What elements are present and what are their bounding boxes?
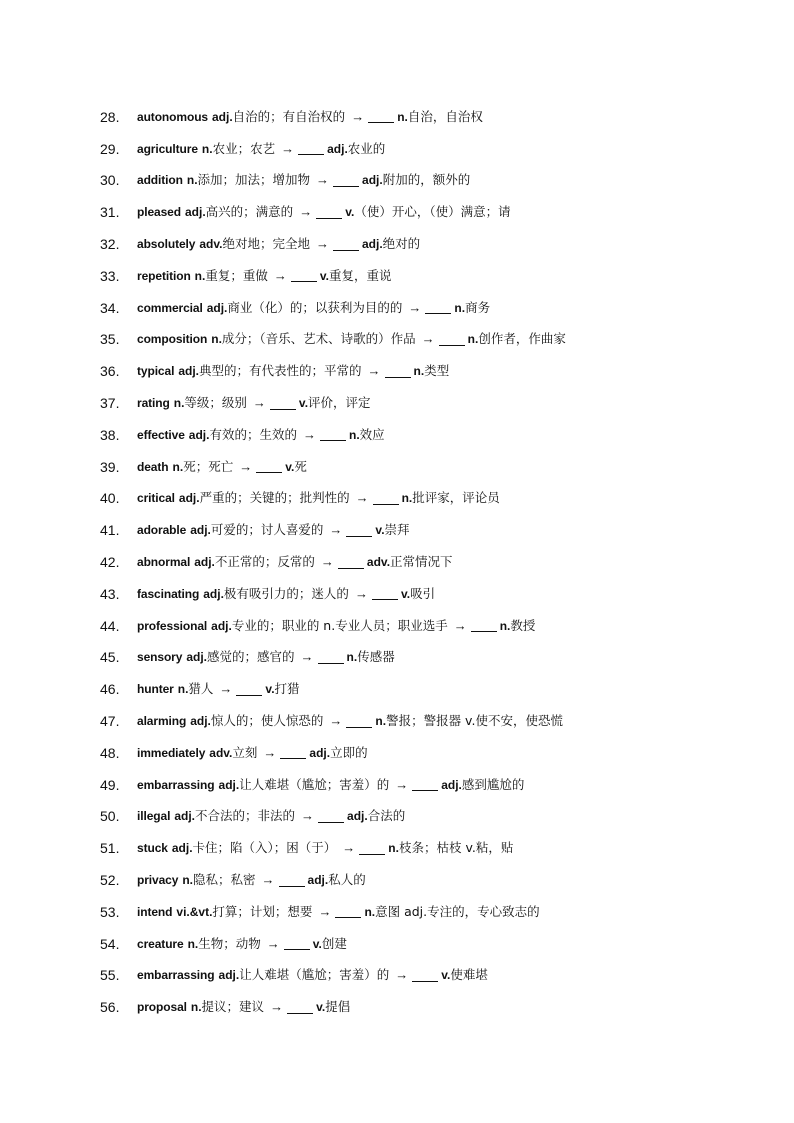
vocab-row [100, 546, 760, 578]
part-of-speech: n. [177, 682, 189, 697]
headword: fascinating [137, 586, 200, 601]
target-meaning: 自治，自治权 [407, 108, 483, 124]
target-meaning: 感到尴尬的 [461, 776, 525, 792]
answer-blank[interactable] [316, 206, 342, 219]
vocab-row [100, 292, 760, 324]
answer-blank[interactable] [338, 556, 364, 569]
item-number: 30. [100, 172, 120, 189]
vocab-row [100, 260, 760, 292]
meaning: 典型的；有代表性的；平常的 [199, 363, 362, 379]
arrow-right-icon: → [299, 204, 313, 220]
vocab-row [100, 228, 760, 260]
target-part-of-speech: v. [285, 459, 295, 474]
vocab-row [100, 737, 760, 769]
target-meaning: （使）开心，（使）满意；请 [354, 204, 511, 220]
target-meaning: 使难堪 [450, 967, 488, 983]
part-of-speech: adj. [203, 586, 224, 601]
answer-blank[interactable] [368, 110, 394, 123]
target-meaning: 吸引 [410, 585, 436, 601]
target-meaning: 教授 [510, 617, 536, 633]
target-part-of-speech: n. [348, 427, 360, 442]
part-of-speech: adv. [199, 237, 223, 252]
part-of-speech: adj. [178, 491, 200, 506]
vocab-row [100, 960, 760, 992]
arrow-right-icon: → [355, 490, 369, 506]
target-part-of-speech: v. [298, 396, 309, 411]
headword: critical [137, 491, 175, 506]
headword: proposal [137, 1000, 187, 1015]
part-of-speech: adj. [190, 714, 211, 729]
item-number: 31. [100, 204, 120, 221]
target-meaning: 意图 adj.专注的，专心致志的 [375, 903, 540, 919]
meaning: 严重的；关键的；批判性的 [199, 490, 350, 506]
item-number: 40. [100, 490, 120, 507]
item-content [137, 488, 500, 508]
meaning: 提议；建议 [201, 999, 265, 1015]
item-number: 43. [100, 585, 120, 602]
meaning: 惊人的；使人惊恐的 [210, 713, 324, 729]
vocab-row [100, 769, 760, 801]
vocab-row [100, 991, 760, 1023]
vocab-row [100, 705, 760, 737]
vocab-row [100, 801, 760, 833]
vocab-row [100, 101, 760, 133]
answer-blank[interactable] [287, 1001, 313, 1014]
part-of-speech: adj. [194, 555, 215, 570]
meaning: 添加；加法；增加物 [197, 172, 311, 188]
meaning: 可爱的；讨人喜爱的 [210, 522, 324, 538]
headword: sensory [137, 650, 183, 665]
item-number: 51. [100, 840, 120, 857]
part-of-speech: adj. [186, 650, 207, 665]
item-content [137, 266, 392, 286]
item-number: 45. [100, 649, 120, 666]
target-meaning: 合法的 [367, 808, 406, 824]
arrow-right-icon: → [302, 426, 316, 442]
meaning: 成分；（音乐、艺术、诗歌的）作品 [221, 331, 416, 347]
part-of-speech: adj. [188, 427, 210, 442]
answer-blank[interactable] [385, 365, 411, 378]
meaning: 不合法的；非法的 [195, 808, 296, 824]
arrow-right-icon: → [239, 458, 253, 474]
headword: typical [137, 364, 175, 379]
headword: intend [137, 904, 173, 919]
item-number: 33. [100, 267, 120, 284]
target-part-of-speech: adj. [347, 809, 368, 824]
meaning: 让人难堪（尴尬；害羞）的 [239, 776, 390, 792]
item-number: 38. [100, 426, 120, 443]
arrow-right-icon: → [395, 776, 409, 792]
meaning: 极有吸引力的；迷人的 [223, 585, 349, 601]
part-of-speech: n. [194, 268, 206, 283]
item-number: 53. [100, 903, 120, 920]
answer-blank[interactable] [359, 842, 385, 855]
target-part-of-speech: adj. [441, 777, 462, 792]
part-of-speech: adj. [218, 777, 240, 792]
answer-blank[interactable] [471, 619, 497, 632]
arrow-right-icon: → [421, 331, 435, 347]
answer-blank[interactable] [373, 492, 399, 505]
answer-blank[interactable] [335, 905, 361, 918]
target-part-of-speech: adj. [327, 141, 348, 156]
item-content [137, 520, 410, 540]
item-content [137, 806, 405, 826]
part-of-speech: n. [201, 141, 213, 156]
headword: abnormal [137, 555, 191, 570]
headword: effective [137, 427, 185, 442]
item-content [137, 170, 470, 190]
arrow-right-icon: → [329, 522, 343, 538]
item-content [137, 711, 563, 731]
part-of-speech: n. [186, 173, 198, 188]
target-meaning: 创作者，作曲家 [478, 331, 566, 347]
meaning: 商业（化）的；以获利为目的的 [227, 299, 403, 315]
headword: immediately [137, 745, 206, 760]
item-content [137, 647, 395, 667]
item-content [137, 775, 524, 795]
meaning: 生物；动物 [198, 935, 261, 951]
target-part-of-speech: v. [400, 586, 411, 601]
meaning: 死；死亡 [183, 458, 234, 474]
meaning: 重复；重做 [205, 267, 268, 283]
vocab-row [100, 673, 760, 705]
item-content [137, 838, 513, 858]
item-content [137, 584, 435, 604]
arrow-right-icon: → [342, 840, 356, 856]
arrow-right-icon: → [408, 299, 422, 315]
target-meaning: 死 [294, 458, 307, 474]
arrow-right-icon: → [453, 617, 467, 633]
headword: embarrassing [137, 968, 215, 983]
meaning: 绝对地；完全地 [222, 236, 310, 252]
item-content [137, 965, 488, 985]
headword: illegal [137, 809, 171, 824]
item-content [137, 393, 371, 413]
target-meaning: 警报；警报器 v.使不安，使恐慌 [386, 713, 563, 729]
meaning: 卡住；陷（入）；困（于） [192, 840, 337, 856]
item-content [137, 202, 511, 222]
item-number: 36. [100, 363, 120, 380]
target-meaning: 创建 [321, 935, 347, 951]
item-content [137, 679, 300, 699]
target-meaning: 重复，重说 [328, 267, 392, 283]
arrow-right-icon: → [316, 236, 329, 252]
arrow-right-icon: → [367, 363, 381, 379]
item-number: 54. [100, 935, 120, 952]
target-part-of-speech: v. [312, 936, 322, 951]
answer-blank[interactable] [425, 301, 451, 314]
target-part-of-speech: v. [319, 268, 329, 283]
headword: addition [137, 173, 183, 188]
vocab-row [100, 165, 760, 197]
headword: alarming [137, 714, 187, 729]
arrow-right-icon: → [395, 967, 409, 983]
target-part-of-speech: adj. [307, 873, 329, 888]
part-of-speech: n. [190, 1000, 202, 1015]
arrow-right-icon: → [270, 999, 284, 1015]
arrow-right-icon: → [316, 172, 330, 188]
target-meaning: 批评家，评论员 [412, 490, 500, 506]
item-number: 55. [100, 967, 120, 984]
vocab-row [100, 928, 760, 960]
meaning: 等级；级别 [184, 395, 247, 411]
item-content [137, 870, 366, 890]
item-content [137, 743, 368, 763]
part-of-speech: n. [182, 873, 194, 888]
target-part-of-speech: n. [413, 364, 425, 379]
headword: creature [137, 936, 184, 951]
arrow-right-icon: → [263, 744, 277, 760]
target-part-of-speech: adj. [362, 173, 383, 188]
target-part-of-speech: v. [441, 968, 451, 983]
target-meaning: 私人的 [328, 872, 366, 888]
answer-blank[interactable] [298, 142, 324, 155]
vocab-row [100, 419, 760, 451]
headword: composition [137, 332, 208, 347]
part-of-speech: adj. [218, 968, 240, 983]
arrow-right-icon: → [273, 267, 287, 283]
vocab-row [100, 642, 760, 674]
item-content [137, 934, 347, 954]
item-number: 48. [100, 744, 120, 761]
target-part-of-speech: v. [375, 523, 385, 538]
answer-blank[interactable] [256, 460, 282, 473]
part-of-speech: n. [187, 936, 199, 951]
item-content [137, 329, 566, 349]
item-number: 28. [100, 108, 120, 125]
vocab-row [100, 896, 760, 928]
target-meaning: 立即的 [330, 744, 368, 760]
answer-blank[interactable] [280, 746, 306, 759]
target-part-of-speech: n. [499, 618, 511, 633]
item-number: 32. [100, 236, 120, 253]
item-content [137, 425, 385, 445]
target-meaning: 类型 [424, 363, 450, 379]
item-content [137, 298, 490, 318]
target-part-of-speech: n. [388, 841, 399, 856]
meaning: 让人难堪（尴尬；害羞）的 [239, 967, 390, 983]
meaning: 专业的；职业的 n.专业人员；职业选手 [231, 617, 448, 633]
arrow-right-icon: → [301, 808, 315, 824]
answer-blank[interactable] [320, 428, 346, 441]
vocab-row [100, 387, 760, 419]
target-part-of-speech: n. [401, 491, 413, 506]
headword: repetition [137, 268, 191, 283]
item-content [137, 107, 483, 127]
meaning: 立刻 [232, 744, 258, 760]
target-meaning: 传感器 [357, 649, 395, 665]
meaning: 自治的；有自治权的 [232, 108, 346, 124]
item-content [137, 139, 385, 159]
item-content [137, 361, 449, 381]
headword: pleased [137, 205, 181, 220]
answer-blank[interactable] [318, 810, 344, 823]
headword: adorable [137, 523, 187, 538]
meaning: 隐私；私密 [193, 872, 256, 888]
arrow-right-icon: → [351, 108, 365, 124]
item-content [137, 457, 307, 477]
meaning: 有效的；生效的 [209, 426, 297, 442]
item-content [137, 997, 350, 1017]
target-part-of-speech: n. [467, 332, 479, 347]
vocab-row [100, 324, 760, 356]
arrow-right-icon: → [318, 903, 332, 919]
vocab-row [100, 133, 760, 165]
part-of-speech: adj. [171, 841, 193, 856]
meaning: 猎人 [188, 681, 214, 697]
vocab-row [100, 864, 760, 896]
target-part-of-speech: v. [316, 1000, 326, 1015]
headword: privacy [137, 873, 179, 888]
item-number: 34. [100, 299, 120, 316]
meaning: 感觉的；感官的 [207, 649, 295, 665]
arrow-right-icon: → [252, 395, 266, 411]
target-meaning: 效应 [359, 426, 385, 442]
headword: autonomous [137, 109, 208, 124]
answer-blank[interactable] [439, 333, 465, 346]
item-number: 42. [100, 554, 120, 571]
headword: professional [137, 618, 208, 633]
item-number: 50. [100, 808, 120, 825]
target-meaning: 打猎 [274, 681, 300, 697]
answer-blank[interactable] [412, 778, 438, 791]
target-part-of-speech: n. [375, 714, 387, 729]
arrow-right-icon: → [261, 872, 275, 888]
item-number: 46. [100, 681, 120, 698]
target-part-of-speech: n. [397, 109, 408, 124]
target-part-of-speech: n. [364, 904, 376, 919]
vocabulary-list [100, 101, 760, 1023]
part-of-speech: adv. [209, 745, 233, 760]
headword: embarrassing [137, 777, 215, 792]
part-of-speech: vi.&vt. [176, 904, 213, 919]
item-number: 52. [100, 872, 120, 889]
answer-blank[interactable] [346, 524, 372, 537]
target-meaning: 提倡 [325, 999, 351, 1015]
answer-blank[interactable] [346, 715, 372, 728]
target-part-of-speech: adv. [366, 555, 391, 570]
part-of-speech: n. [173, 396, 185, 411]
part-of-speech: adj. [212, 109, 233, 124]
target-meaning: 商务 [465, 299, 491, 315]
part-of-speech: adj. [174, 809, 195, 824]
target-meaning: 评价，评定 [308, 395, 371, 411]
headword: rating [137, 396, 170, 411]
arrow-right-icon: → [300, 649, 314, 665]
item-number: 44. [100, 617, 120, 634]
target-part-of-speech: n. [454, 300, 466, 315]
part-of-speech: adj. [211, 618, 232, 633]
answer-blank[interactable] [372, 587, 398, 600]
arrow-right-icon: → [329, 713, 343, 729]
target-meaning: 正常情况下 [390, 554, 453, 570]
item-number: 49. [100, 776, 120, 793]
item-number: 56. [100, 999, 120, 1016]
item-content [137, 902, 540, 922]
part-of-speech: adj. [206, 300, 228, 315]
headword: stuck [137, 841, 168, 856]
vocab-row [100, 610, 760, 642]
headword: death [137, 459, 169, 474]
headword: commercial [137, 300, 203, 315]
answer-blank[interactable] [291, 269, 317, 282]
vocab-row [100, 832, 760, 864]
answer-blank[interactable] [284, 937, 310, 950]
meaning: 农业；农艺 [212, 140, 276, 156]
answer-blank[interactable] [236, 683, 262, 696]
item-content [137, 616, 535, 636]
target-part-of-speech: adj. [362, 237, 383, 252]
part-of-speech: adj. [190, 523, 211, 538]
vocab-row [100, 451, 760, 483]
item-number: 29. [100, 140, 120, 157]
arrow-right-icon: → [354, 585, 368, 601]
arrow-right-icon: → [320, 554, 334, 570]
target-meaning: 崇拜 [384, 522, 410, 538]
part-of-speech: adj. [185, 205, 206, 220]
meaning: 打算；计划；想要 [212, 903, 313, 919]
answer-blank[interactable] [333, 174, 359, 187]
meaning: 不正常的；反常的 [214, 554, 315, 570]
part-of-speech: n. [211, 332, 222, 347]
answer-blank[interactable] [270, 397, 296, 410]
meaning: 高兴的；满意的 [205, 204, 294, 220]
item-content [137, 234, 420, 254]
item-number: 39. [100, 458, 120, 475]
item-number: 47. [100, 713, 120, 730]
item-content [137, 552, 453, 572]
answer-blank[interactable] [318, 651, 344, 664]
vocab-row [100, 578, 760, 610]
target-meaning: 农业的 [347, 140, 386, 156]
part-of-speech: adj. [178, 364, 199, 379]
target-meaning: 枝条；枯枝 v.粘，贴 [398, 840, 514, 856]
headword: agriculture [137, 141, 198, 156]
item-number: 37. [100, 395, 120, 412]
target-part-of-speech: v. [265, 682, 275, 697]
headword: hunter [137, 682, 174, 697]
arrow-right-icon: → [266, 935, 280, 951]
target-part-of-speech: adj. [309, 745, 331, 760]
vocab-row [100, 483, 760, 515]
arrow-right-icon: → [281, 140, 295, 156]
answer-blank[interactable] [279, 874, 305, 887]
vocab-row [100, 355, 760, 387]
headword: absolutely [137, 237, 196, 252]
target-part-of-speech: n. [346, 650, 358, 665]
target-meaning: 附加的，额外的 [382, 172, 471, 188]
part-of-speech: n. [172, 459, 184, 474]
item-number: 35. [100, 331, 120, 348]
target-meaning: 绝对的 [382, 236, 421, 252]
vocab-row [100, 196, 760, 228]
target-part-of-speech: v. [345, 205, 355, 220]
arrow-right-icon: → [219, 681, 233, 697]
answer-blank[interactable] [333, 238, 359, 251]
item-number: 41. [100, 522, 120, 539]
answer-blank[interactable] [412, 969, 438, 982]
vocab-row [100, 514, 760, 546]
